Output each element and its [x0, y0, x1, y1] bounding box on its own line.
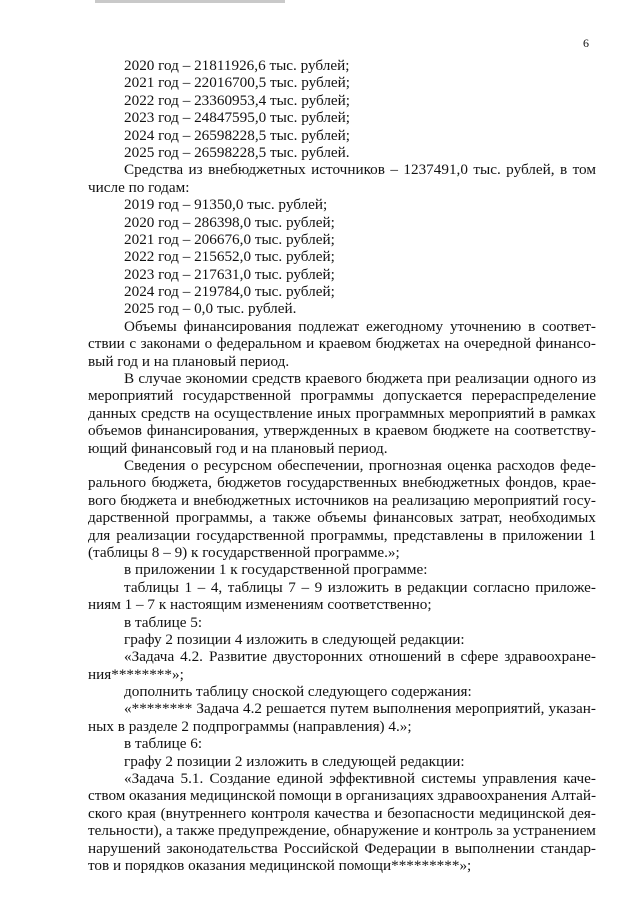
- text-line: [88, 787, 596, 804]
- line-word: выполнении: [454, 839, 535, 857]
- line-word: в: [394, 578, 402, 596]
- line-word: осуществление: [213, 404, 313, 422]
- line-word: управления: [482, 770, 557, 788]
- line-word: безопасности: [387, 804, 475, 822]
- line-word: здравоохране-: [504, 648, 596, 666]
- text-line: в таблице 6:: [124, 735, 203, 753]
- line-word: единой: [276, 770, 323, 788]
- text-line: 2023 год – 217631,0 тыс. рублей;: [124, 265, 335, 283]
- line-word: приложении: [502, 526, 583, 544]
- line-word: –: [390, 161, 398, 179]
- line-word: качества: [314, 804, 370, 822]
- line-word: государственных: [286, 474, 398, 492]
- line-word: медицинской: [190, 787, 276, 805]
- line-word: в: [489, 526, 497, 544]
- line-word: в: [335, 787, 343, 805]
- line-word: рамках: [550, 404, 596, 422]
- text-line: в приложении 1 к государственной программе:: [124, 561, 428, 579]
- line-word: 1: [184, 578, 193, 596]
- line-word: государственной: [182, 387, 291, 405]
- line-word: мероприятий: [449, 404, 535, 422]
- line-word: в: [528, 317, 536, 335]
- line-word: затрат,: [459, 509, 503, 527]
- document-body: [88, 57, 596, 874]
- line-word: при: [426, 370, 451, 388]
- line-word: также: [176, 822, 215, 840]
- line-word: краевого: [305, 370, 362, 388]
- line-word: ского: [88, 804, 123, 822]
- line-word: соответ-: [542, 317, 596, 335]
- line-word: «Задача: [124, 648, 175, 666]
- line-word: здравоохранения: [437, 787, 548, 805]
- text-line: графу 2 позиции 4 изложить в следующей редакции:: [124, 630, 465, 648]
- line-word: реализации: [116, 526, 191, 544]
- line-word: реализации: [455, 370, 530, 388]
- text-line: [88, 405, 596, 422]
- line-word: о: [190, 456, 199, 474]
- line-word: Федерации: [364, 839, 437, 857]
- line-word: указан-: [548, 700, 596, 718]
- line-word: ством: [88, 787, 126, 805]
- text-line: ных в разделе 2 подпрограммы (направления) 4.»;: [88, 717, 412, 735]
- line-word: в: [559, 161, 568, 179]
- line-word: финансо-: [535, 335, 596, 353]
- line-word: сфере: [460, 648, 499, 666]
- line-word: решается: [265, 700, 327, 718]
- text-line: [88, 509, 596, 526]
- text-line: 2023 год – 24847595,0 тыс. рублей;: [124, 109, 351, 127]
- line-word: ствии: [88, 335, 125, 353]
- line-word: редакции: [407, 578, 468, 596]
- page-number: 6: [583, 36, 589, 50]
- line-word: края: [127, 804, 156, 822]
- line-word: а: [259, 509, 267, 527]
- line-word: 7: [288, 578, 296, 596]
- text-line: [88, 822, 596, 839]
- line-word: государственной: [196, 526, 305, 544]
- line-word: программы,: [175, 509, 253, 527]
- line-word: одного: [533, 370, 578, 388]
- text-line: [88, 457, 596, 474]
- line-word: рублей,: [506, 161, 555, 179]
- line-word: и: [422, 822, 431, 840]
- line-word: средств: [141, 404, 191, 422]
- line-word: объемы: [317, 509, 367, 527]
- text-line: 2021 год – 206676,0 тыс. рублей;: [124, 230, 335, 248]
- line-word: предупреждение,: [218, 822, 330, 840]
- line-word: изложить: [327, 578, 389, 596]
- line-word: реализацию: [391, 491, 470, 509]
- line-word: необходимых: [508, 509, 596, 527]
- line-word: бюджетах: [375, 335, 440, 353]
- text-line: [88, 840, 596, 857]
- line-word: уточнению: [449, 317, 522, 335]
- line-word: прогнозная: [368, 456, 442, 474]
- line-word: 5.1.: [180, 770, 204, 788]
- line-word: Развитие: [208, 648, 267, 666]
- line-word: таблицы: [124, 578, 179, 596]
- line-word: перераспределение: [471, 387, 596, 405]
- text-line: графу 2 позиции 2 изложить в следующей редакции:: [124, 752, 465, 770]
- line-word: бюджета: [120, 491, 177, 509]
- line-word: вого: [88, 491, 117, 509]
- line-word: в: [363, 422, 371, 440]
- line-word: и: [181, 491, 190, 509]
- line-word: допускается: [383, 387, 463, 405]
- line-word: финансовых: [373, 509, 454, 527]
- line-word: Сведения: [124, 456, 186, 474]
- text-line: [88, 492, 596, 509]
- line-word: отношений: [368, 648, 442, 666]
- line-word: –: [197, 578, 206, 596]
- text-line: 2022 год – 215652,0 тыс. рублей;: [124, 248, 335, 266]
- line-word: иных: [317, 404, 352, 422]
- line-word: 9: [314, 578, 323, 596]
- line-word: ресурсном: [203, 456, 273, 474]
- line-word: В: [124, 370, 135, 388]
- line-word: для: [88, 526, 111, 544]
- line-word: госу-: [562, 491, 596, 509]
- line-word: крае-: [562, 474, 596, 492]
- line-word: случае: [138, 370, 182, 388]
- line-word: объемов: [88, 422, 142, 440]
- line-word: оценка: [447, 456, 492, 474]
- text-line: ниям 1 – 7 к настоящим изменениям соответственно;: [88, 596, 432, 614]
- line-word: соответству-: [514, 422, 596, 440]
- line-word: законодательства: [166, 839, 278, 857]
- text-line: 2020 год – 21811926,6 тыс. рублей;: [124, 57, 350, 74]
- line-word: мероприятий: [88, 387, 174, 405]
- text-line: тов и порядков оказания медицинской помощи*********»;: [88, 856, 472, 874]
- text-line: [88, 805, 596, 822]
- line-word: медицинской: [479, 804, 565, 822]
- line-word: Алтай-: [550, 787, 596, 805]
- line-word: рального: [88, 474, 147, 492]
- line-word: средств: [251, 370, 302, 388]
- text-line: 2025 год – 0,0 тыс. рублей.: [124, 300, 297, 318]
- text-line: [88, 318, 596, 335]
- text-line: [88, 387, 596, 404]
- line-word: согласно: [473, 578, 530, 596]
- line-word: Задача: [196, 700, 239, 718]
- text-line: [88, 527, 596, 544]
- line-word: краевом: [375, 422, 428, 440]
- line-word: также: [272, 509, 311, 527]
- line-word: данных: [88, 404, 137, 422]
- text-line: в таблице 5:: [124, 613, 203, 631]
- line-word: источников: [295, 491, 369, 509]
- line-word: (внутреннего: [160, 804, 247, 822]
- text-line: (таблицы 8 – 9) к государственной программе.»;: [88, 543, 400, 561]
- line-word: бюджетов: [217, 474, 282, 492]
- line-word: за: [496, 822, 510, 840]
- line-word: мероприятий,: [455, 700, 545, 718]
- text-line: [88, 370, 596, 387]
- line-word: оказания: [128, 787, 187, 805]
- line-word: внебюджетных: [402, 474, 501, 492]
- line-word: системы: [421, 770, 477, 788]
- line-word: организациях: [345, 787, 434, 805]
- line-word: и: [306, 335, 315, 353]
- line-word: таблицы: [227, 578, 283, 596]
- line-word: подлежат: [298, 317, 360, 335]
- line-word: внебюджетных: [208, 161, 306, 179]
- line-word: 4.2.: [180, 648, 203, 666]
- text-line: 2022 год – 23360953,4 тыс. рублей;: [124, 91, 351, 109]
- line-word: из: [188, 161, 203, 179]
- line-word: путем: [330, 700, 369, 718]
- line-word: на: [194, 404, 210, 422]
- text-line: ния********»;: [88, 665, 184, 683]
- line-word: тельности),: [88, 822, 163, 840]
- text-line: 2025 год – 26598228,5 тыс. рублей.: [124, 143, 350, 161]
- line-word: а: [166, 822, 173, 840]
- line-word: утвержденных: [263, 422, 359, 440]
- text-line: [88, 648, 596, 665]
- line-word: источников: [311, 161, 385, 179]
- line-word: бюджета,: [151, 474, 212, 492]
- line-word: внебюджетных: [193, 491, 291, 509]
- line-word: устранением: [512, 822, 596, 840]
- line-word: представлены: [393, 526, 484, 544]
- line-word: Российской: [283, 839, 359, 857]
- line-word: о: [204, 335, 213, 353]
- line-word: в: [538, 404, 546, 422]
- line-word: 1237491,0: [403, 161, 468, 179]
- line-word: Создание: [209, 770, 271, 788]
- line-word: из: [581, 370, 596, 388]
- line-word: контроля: [250, 804, 310, 822]
- text-line: 2021 год – 22016700,5 тыс. рублей;: [124, 74, 351, 92]
- line-word: «Задача: [124, 770, 175, 788]
- line-word: Объемы: [124, 317, 177, 335]
- line-word: с: [129, 335, 137, 353]
- line-word: обеспечении,: [277, 456, 364, 474]
- line-word: финансирования: [183, 317, 292, 335]
- line-word: в: [441, 839, 450, 857]
- line-word: экономии: [185, 370, 248, 388]
- line-word: программных: [355, 404, 445, 422]
- text-line: [88, 474, 596, 491]
- text-line: числе по годам:: [88, 178, 190, 196]
- line-word: на: [372, 491, 388, 509]
- line-word: расходов: [497, 456, 555, 474]
- line-word: финансирования,: [146, 422, 259, 440]
- line-word: помощи: [279, 787, 332, 805]
- text-line: [88, 579, 596, 596]
- line-word: стандар-: [540, 839, 596, 857]
- line-word: ежегодному: [365, 317, 444, 335]
- line-word: и: [374, 804, 383, 822]
- line-word: Средства: [124, 161, 184, 179]
- line-word: тыс.: [473, 161, 501, 179]
- line-word: феде-: [560, 456, 596, 474]
- line-word: бюджета: [366, 370, 423, 388]
- line-word: мероприятий: [473, 491, 559, 509]
- line-word: программы: [300, 387, 374, 405]
- text-line: 2024 год – 26598228,5 тыс. рублей;: [124, 126, 351, 144]
- text-line: [88, 422, 596, 439]
- line-word: обнаружение: [333, 822, 419, 840]
- text-line: [88, 770, 596, 787]
- text-line: [88, 161, 596, 178]
- text-line: [88, 335, 596, 352]
- line-word: контроль: [434, 822, 493, 840]
- line-word: дея-: [569, 804, 596, 822]
- text-line: вый год и на плановый период.: [88, 352, 290, 370]
- text-line: [88, 700, 596, 717]
- scan-edge-mark: [95, 0, 285, 3]
- line-word: 1: [588, 526, 596, 544]
- line-word: приложе-: [535, 578, 596, 596]
- line-word: программы,: [310, 526, 388, 544]
- line-word: «********: [124, 700, 193, 718]
- line-word: очередной: [463, 335, 532, 353]
- line-word: краевом: [318, 335, 372, 353]
- line-word: двусторонних: [272, 648, 363, 666]
- line-word: законами: [140, 335, 201, 353]
- line-word: 4,: [210, 578, 223, 596]
- line-word: фондов,: [505, 474, 558, 492]
- line-word: выполнения: [372, 700, 452, 718]
- line-word: каче-: [563, 770, 596, 788]
- line-word: бюджете: [432, 422, 490, 440]
- line-word: нарушений: [88, 839, 161, 857]
- text-line: 2020 год – 286398,0 тыс. рублей;: [124, 213, 335, 231]
- line-word: федеральном: [216, 335, 302, 353]
- line-word: 4.2: [242, 700, 262, 718]
- text-line: 2019 год – 91350,0 тыс. рублей;: [124, 196, 328, 214]
- line-word: том: [572, 161, 596, 179]
- line-word: на: [444, 335, 460, 353]
- text-line: 2024 год – 219784,0 тыс. рублей;: [124, 283, 335, 301]
- line-word: эффективной: [329, 770, 415, 788]
- line-word: –: [301, 578, 310, 596]
- line-word: в: [447, 648, 455, 666]
- text-line: ющий финансовый год и на плановый период.: [88, 439, 388, 457]
- line-word: на: [494, 422, 510, 440]
- text-line: дополнить таблицу сноской следующего содержания:: [124, 683, 472, 701]
- line-word: дарственной: [88, 509, 170, 527]
